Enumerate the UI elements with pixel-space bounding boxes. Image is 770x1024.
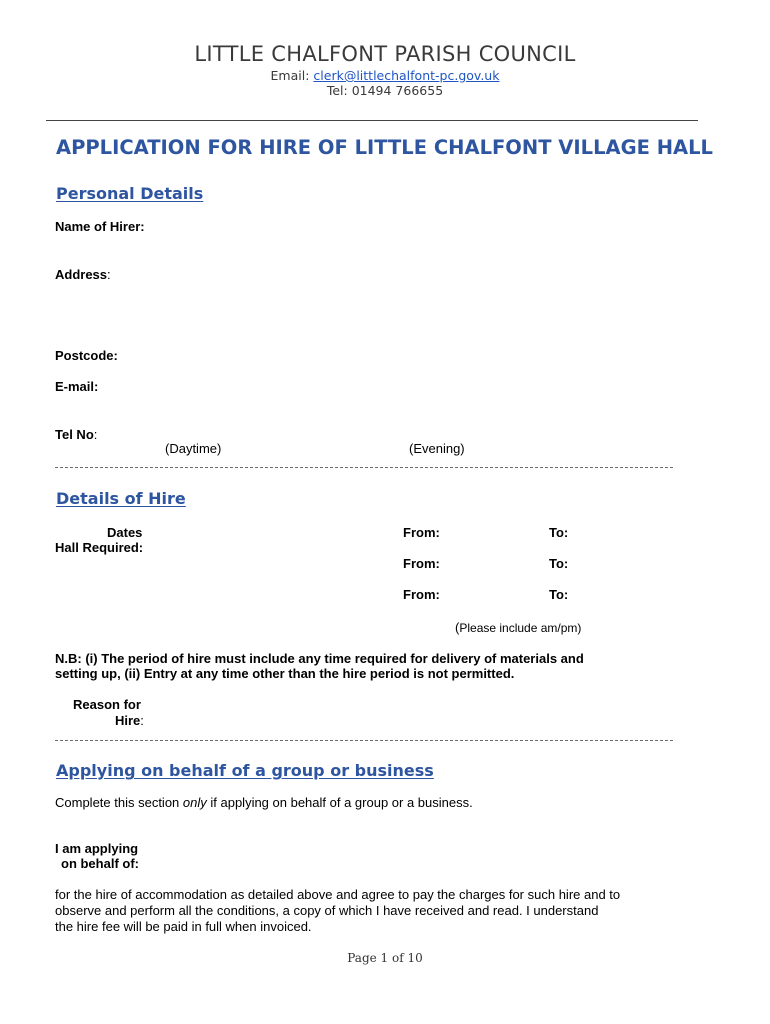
tel-label: Tel No: [55, 427, 94, 442]
name-of-hirer-label: Name of Hirer:: [55, 219, 145, 234]
nb-line-1: N.B: (i) The period of hire must include any time required for delivery of materials and: [55, 651, 584, 666]
ampm-paren: (: [455, 620, 460, 635]
dates-label: Dates: [107, 525, 143, 540]
divider-2: [55, 740, 673, 741]
from-label-2: From:: [403, 556, 440, 571]
applying-label-line-1: I am applying: [55, 841, 139, 856]
section-group-business: Applying on behalf of a group or business: [56, 761, 434, 780]
to-label-2: To:: [549, 556, 569, 571]
to-label-1: To:: [549, 525, 569, 540]
hire-colon: :: [140, 713, 144, 728]
email-label: Email:: [270, 68, 310, 83]
nb-line-2: setting up, (ii) Entry at any time other than the hire period is not permitted.: [55, 666, 515, 681]
page-title: APPLICATION FOR HIRE OF LITTLE CHALFONT VILLAGE HALL: [56, 136, 713, 159]
address-label: Address: [55, 267, 108, 282]
evening-label: (Evening): [409, 441, 465, 456]
email-field-label: E-mail:: [55, 379, 99, 394]
contact-email-line: [0, 68, 770, 83]
declaration-line-2: observe and perform all the conditions, a copy of which I have received and read. I understand: [55, 903, 599, 918]
address-colon: :: [107, 267, 111, 282]
applying-label-line-2: on behalf of:: [61, 856, 139, 871]
hall-required-label: Hall Required:: [55, 540, 144, 555]
intro-pre: Complete this section: [55, 795, 183, 810]
from-label-1: From:: [403, 525, 440, 540]
from-label-3: From:: [403, 587, 440, 602]
reason-label-line-1: Reason for: [73, 697, 141, 712]
divider-1: [55, 467, 673, 468]
declaration-line-3: the hire fee will be paid in full when invoiced.: [55, 919, 312, 934]
section-personal-details: Personal Details: [56, 184, 204, 203]
council-name: LITTLE CHALFONT PARISH COUNCIL: [194, 42, 576, 66]
hire-word: Hire: [115, 713, 141, 728]
tel-colon: :: [93, 427, 98, 442]
contact-tel: Tel: 01494 766655: [326, 83, 444, 98]
to-label-3: To:: [549, 587, 569, 602]
tel-label-line: [55, 426, 97, 444]
intro-post: if applying on behalf of a group or a business.: [206, 795, 473, 810]
ampm-note-text: Please include am/pm): [459, 621, 582, 635]
daytime-label: (Daytime): [165, 441, 222, 456]
section-details-of-hire: Details of Hire: [56, 489, 186, 508]
postcode-label: Postcode:: [55, 348, 118, 363]
page-number: Page 1 of 10: [347, 951, 423, 965]
group-intro: [55, 795, 473, 810]
reason-label-line-2: [115, 712, 144, 730]
declaration-line-1: for the hire of accommodation as detailed above and agree to pay the charges for such hire and to: [55, 887, 621, 902]
header-rule: [46, 120, 698, 121]
ampm-note: [455, 619, 581, 637]
intro-emphasis: only: [182, 795, 207, 810]
address-label-line: [55, 266, 111, 284]
email-link[interactable]: clerk@littlechalfont-pc.gov.uk: [313, 68, 500, 83]
